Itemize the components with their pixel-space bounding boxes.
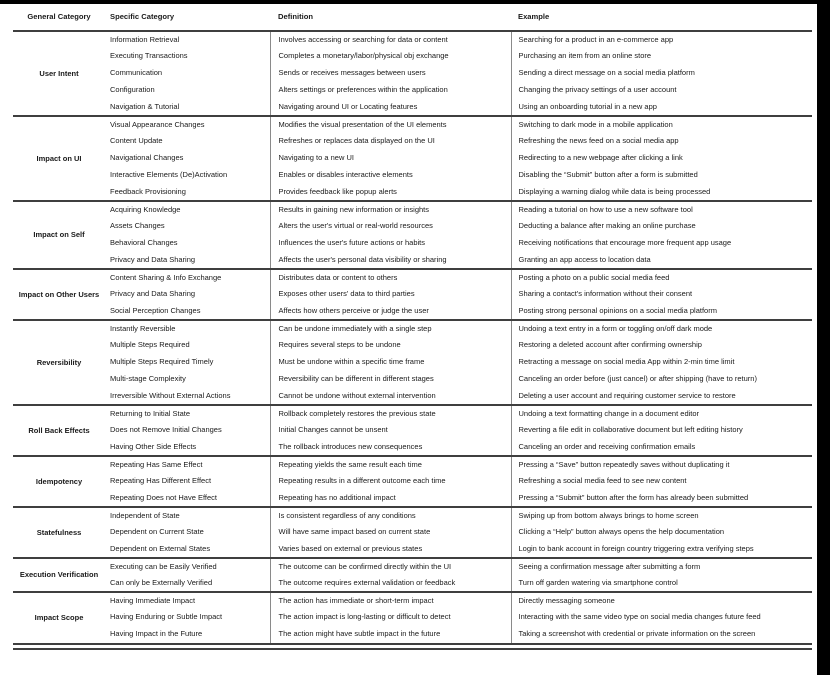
specific-category-cell: Interactive Elements (De)Activation — [110, 170, 228, 180]
section-7 — [13, 507, 812, 558]
definition-cell: Must be undone within a specific time frame — [270, 354, 511, 371]
specific-category-cell: Navigation & Tutorial — [110, 101, 180, 111]
specific-category-cell: Having Enduring or Subtle Impact — [110, 612, 223, 622]
specific-category-cell: Acquiring Knowledge — [110, 204, 181, 214]
specific-category-cell: Having Impact in the Future — [110, 629, 203, 639]
definition-cell: Distributes data or content to others — [270, 269, 511, 286]
definition-cell: Results in gaining new information or insights — [270, 201, 511, 218]
example-cell: Using an onboarding tutorial in a new app — [511, 99, 812, 116]
column-header-definition: Definition — [270, 4, 511, 31]
general-category-cell: Idempotency — [35, 476, 83, 486]
table-bottom-rule — [13, 643, 812, 650]
specific-category-cell: Executing Transactions — [110, 51, 188, 61]
specific-category-cell: Executing can be Easily Verified — [110, 561, 217, 571]
definition-cell: Alters settings or preferences within the application — [270, 82, 511, 99]
section-9 — [13, 592, 812, 643]
example-cell: Granting an app access to location data — [511, 252, 812, 269]
definition-cell: The action has immediate or short-term impact — [270, 592, 511, 609]
table-row — [13, 31, 812, 48]
table-row — [13, 99, 812, 116]
definition-cell: Completes a monetary/labor/physical obj exchange — [270, 48, 511, 65]
specific-category-cell: Social Perception Changes — [110, 305, 201, 315]
table-row — [13, 337, 812, 354]
definition-cell: Refreshes or replaces data displayed on the UI — [270, 133, 511, 150]
example-cell: Turn off garden watering via smartphone control — [511, 575, 812, 592]
definition-cell: Exposes other users' data to third parties — [270, 286, 511, 303]
table-row — [13, 150, 812, 167]
table-row — [13, 184, 812, 201]
table-row — [13, 303, 812, 320]
section-4 — [13, 320, 812, 405]
definition-cell: Rollback completely restores the previous state — [270, 405, 511, 422]
example-cell: Receiving notifications that encourage more frequent app usage — [511, 235, 812, 252]
definition-cell: Can be undone immediately with a single step — [270, 320, 511, 337]
example-cell: Swiping up from bottom always brings to home screen — [511, 507, 812, 524]
table-row — [13, 609, 812, 626]
definition-cell: Repeating yields the same result each time — [270, 456, 511, 473]
definition-cell: Enables or disables interactive elements — [270, 167, 511, 184]
table-row — [13, 116, 812, 133]
example-cell: Seeing a confirmation message after submitting a form — [511, 558, 812, 575]
definition-cell: Influences the user's future actions or habits — [270, 235, 511, 252]
definition-cell: Affects how others perceive or judge the user — [270, 303, 511, 320]
example-cell: Directly messaging someone — [511, 592, 812, 609]
definition-cell: Requires several steps to be undone — [270, 337, 511, 354]
specific-category-cell: Behavioral Changes — [110, 238, 178, 248]
header-row — [13, 4, 812, 31]
column-header-specific-category: Specific Category — [105, 4, 270, 31]
table-header — [13, 4, 812, 31]
specific-category-cell: Does not Remove Initial Changes — [110, 425, 222, 435]
example-cell: Canceling an order and receiving confirmation emails — [511, 439, 812, 456]
section-6 — [13, 456, 812, 507]
definition-cell: Involves accessing or searching for data or content — [270, 31, 511, 48]
example-cell: Reading a tutorial on how to use a new software tool — [511, 201, 812, 218]
table-row — [13, 592, 812, 609]
example-cell: Interacting with the same video type on social media changes future feed — [511, 609, 812, 626]
specific-category-cell: Visual Appearance Changes — [110, 119, 205, 129]
specific-category-cell: Multiple Steps Required — [110, 340, 190, 350]
specific-category-cell: Having Other Side Effects — [110, 441, 197, 451]
definition-cell: The rollback introduces new consequences — [270, 439, 511, 456]
example-cell: Reverting a file edit in collaborative document but left editing history — [511, 422, 812, 439]
table-row — [13, 507, 812, 524]
specific-category-cell: Instantly Reversible — [110, 323, 176, 333]
specific-category-cell: Independent of State — [110, 510, 180, 520]
definition-cell: Provides feedback like popup alerts — [270, 184, 511, 201]
table-row — [13, 286, 812, 303]
example-cell: Purchasing an item from an online store — [511, 48, 812, 65]
example-cell: Pressing a “Submit” button after the form has already been submitted — [511, 490, 812, 507]
example-cell: Pressing a “Save” button repeatedly saves without duplicating it — [511, 456, 812, 473]
definition-cell: Modifies the visual presentation of the UI elements — [270, 116, 511, 133]
column-header-general-category: General Category — [13, 4, 105, 31]
example-cell: Undoing a text entry in a form or toggling on/off dark mode — [511, 320, 812, 337]
general-category-cell: Statefulness — [36, 527, 82, 537]
specific-category-cell: Repeating Has Different Effect — [110, 476, 212, 486]
example-cell: Restoring a deleted account after confirming ownership — [511, 337, 812, 354]
specific-category-cell: Irreversible Without External Actions — [110, 390, 231, 400]
general-category-cell: User Intent — [39, 68, 79, 78]
table-row — [13, 439, 812, 456]
general-category-cell: Impact Scope — [34, 613, 84, 623]
definition-cell: Reversibility can be different in different stages — [270, 371, 511, 388]
section-5 — [13, 405, 812, 456]
specific-category-cell: Content Sharing & Info Exchange — [110, 272, 222, 282]
example-cell: Redirecting to a new webpage after clicking a link — [511, 150, 812, 167]
table-row — [13, 626, 812, 643]
table-row — [13, 524, 812, 541]
general-category-cell: Impact on Self — [33, 230, 85, 240]
specific-category-cell: Communication — [110, 68, 163, 78]
general-category-cell: Execution Verification — [19, 570, 99, 580]
specific-category-cell: Privacy and Data Sharing — [110, 289, 196, 299]
table-row — [13, 456, 812, 473]
definition-cell: The action impact is long-lasting or difficult to detect — [270, 609, 511, 626]
definition-cell: Varies based on external or previous states — [270, 541, 511, 558]
definition-cell: Affects the user's personal data visibility or sharing — [270, 252, 511, 269]
column-header-example: Example — [511, 4, 812, 31]
definition-cell: The action might have subtle impact in the future — [270, 626, 511, 643]
definition-cell: Will have same impact based on current state — [270, 524, 511, 541]
table-row — [13, 541, 812, 558]
table-row — [13, 558, 812, 575]
general-category-cell: Impact on Other Users — [18, 289, 100, 299]
example-cell: Changing the privacy settings of a user account — [511, 82, 812, 99]
taxonomy-table — [13, 4, 812, 643]
taxonomy-table-area — [13, 4, 812, 650]
table-row — [13, 82, 812, 99]
section-3 — [13, 269, 812, 320]
example-cell: Searching for a product in an e-commerce app — [511, 31, 812, 48]
table-row — [13, 65, 812, 82]
general-category-cell: Impact on UI — [36, 153, 82, 163]
section-2 — [13, 201, 812, 269]
definition-cell: Repeating results in a different outcome each time — [270, 473, 511, 490]
example-cell: Sending a direct message on a social media platform — [511, 65, 812, 82]
example-cell: Posting strong personal opinions on a social media platform — [511, 303, 812, 320]
specific-category-cell: Repeating Does not Have Effect — [110, 492, 218, 502]
table-row — [13, 490, 812, 507]
table-row — [13, 235, 812, 252]
table-row — [13, 388, 812, 405]
specific-category-cell: Feedback Provisioning — [110, 186, 186, 196]
example-cell: Refreshing a social media feed to see new content — [511, 473, 812, 490]
table-row — [13, 167, 812, 184]
definition-cell: Cannot be undone without external intervention — [270, 388, 511, 405]
definition-cell: Initial Changes cannot be unsent — [270, 422, 511, 439]
specific-category-cell: Information Retrieval — [110, 34, 180, 44]
table-row — [13, 354, 812, 371]
example-cell: Disabling the “Submit” button after a form is submitted — [511, 167, 812, 184]
example-cell: Clicking a “Help” button always opens the help documentation — [511, 524, 812, 541]
example-cell: Sharing a contact's information without their consent — [511, 286, 812, 303]
example-cell: Displaying a warning dialog while data is being processed — [511, 184, 812, 201]
table-row — [13, 422, 812, 439]
definition-cell: Alters the user's virtual or real-world resources — [270, 218, 511, 235]
specific-category-cell: Privacy and Data Sharing — [110, 254, 196, 264]
section-1 — [13, 116, 812, 201]
example-cell: Deleting a user account and requiring customer service to restore — [511, 388, 812, 405]
specific-category-cell: Having Immediate Impact — [110, 595, 196, 605]
example-cell: Refreshing the news feed on a social media app — [511, 133, 812, 150]
section-8 — [13, 558, 812, 592]
specific-category-cell: Navigational Changes — [110, 153, 184, 163]
specific-category-cell: Configuration — [110, 85, 155, 95]
definition-cell: Is consistent regardless of any conditions — [270, 507, 511, 524]
page-right-edge-bar — [817, 0, 830, 675]
table-row — [13, 371, 812, 388]
table-row — [13, 218, 812, 235]
table-row — [13, 48, 812, 65]
general-category-cell: Reversibility — [36, 357, 82, 367]
specific-category-cell: Multiple Steps Required Timely — [110, 357, 214, 367]
example-cell: Undoing a text formatting change in a document editor — [511, 405, 812, 422]
example-cell: Switching to dark mode in a mobile application — [511, 116, 812, 133]
specific-category-cell: Multi-stage Complexity — [110, 374, 186, 384]
definition-cell: Sends or receives messages between users — [270, 65, 511, 82]
table-row — [13, 133, 812, 150]
specific-category-cell: Can only be Externally Verified — [110, 577, 213, 587]
specific-category-cell: Returning to Initial State — [110, 408, 191, 418]
table-row — [13, 252, 812, 269]
table-row — [13, 320, 812, 337]
definition-cell: Navigating to a new UI — [270, 150, 511, 167]
definition-cell: Navigating around UI or Locating features — [270, 99, 511, 116]
section-0 — [13, 31, 812, 116]
general-category-cell: Roll Back Effects — [28, 425, 90, 435]
specific-category-cell: Dependent on Current State — [110, 527, 204, 537]
example-cell: Retracting a message on social media App within 2-min time limit — [511, 354, 812, 371]
example-cell: Deducting a balance after making an online purchase — [511, 218, 812, 235]
specific-category-cell: Dependent on External States — [110, 543, 211, 553]
specific-category-cell: Assets Changes — [110, 221, 165, 231]
table-row — [13, 575, 812, 592]
example-cell: Posting a photo on a public social media feed — [511, 269, 812, 286]
specific-category-cell: Repeating Has Same Effect — [110, 459, 203, 469]
definition-cell: Repeating has no additional impact — [270, 490, 511, 507]
example-cell: Login to bank account in foreign country triggering extra verifying steps — [511, 541, 812, 558]
definition-cell: The outcome requires external validation or feedback — [270, 575, 511, 592]
example-cell: Taking a screenshot with credential or private information on the screen — [511, 626, 812, 643]
example-cell: Canceling an order before (just cancel) or after shipping (have to return) — [511, 371, 812, 388]
table-row — [13, 201, 812, 218]
table-row — [13, 405, 812, 422]
table-row — [13, 473, 812, 490]
table-row — [13, 269, 812, 286]
specific-category-cell: Content Update — [110, 136, 163, 146]
definition-cell: The outcome can be confirmed directly within the UI — [270, 558, 511, 575]
